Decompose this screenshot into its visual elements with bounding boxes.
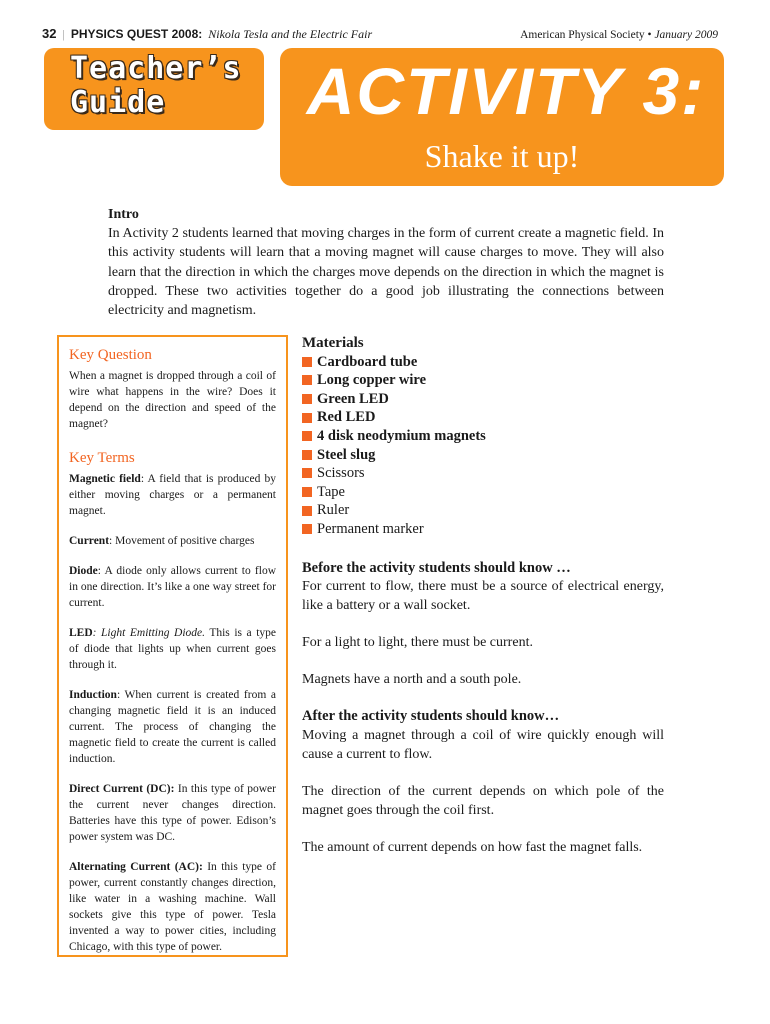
key-sidebar <box>57 335 288 957</box>
bullet-square-icon <box>302 450 312 460</box>
list-item <box>302 520 664 539</box>
list-item <box>302 390 664 409</box>
material-label: Long copper wire <box>317 372 427 389</box>
list-item <box>302 483 664 502</box>
series-title: PHYSICS QUEST 2008: <box>70 27 203 41</box>
series-subtitle: Nikola Tesla and the Electric Fair <box>208 27 373 41</box>
after-point: The direction of the current depends on which pole of the magnet goes through the coil first. <box>302 783 664 818</box>
list-item <box>302 427 664 446</box>
term-name: Induction <box>69 689 117 701</box>
bullet-square-icon <box>302 524 312 534</box>
publisher: American Physical Society <box>520 29 645 41</box>
term-definition: This is a type of diode that lights up when current goes through it. <box>69 627 276 671</box>
material-label: Red LED <box>317 409 376 426</box>
intro-text: In Activity 2 students learned that moving charges in the form of current create a magnetic field. In this activity students will learn that a moving magnet will cause charges to move. They will also learn that the direction in which the charges move depends on the direction in which the magnet is dropped. These two activities together do a good job illustrating the connections between electricity and magnetism. <box>108 226 664 319</box>
activity-title: ACTIVITY 3: <box>306 54 706 128</box>
bullet-square-icon <box>302 487 312 497</box>
bullet-square-icon <box>302 506 312 516</box>
key-question-heading: Key Question <box>69 347 152 363</box>
activity-subtitle: Shake it up! <box>424 138 580 174</box>
material-label: Permanent marker <box>317 520 424 537</box>
page-number: 32 <box>42 26 57 41</box>
term-alternating-current <box>69 859 276 955</box>
bullet-square-icon <box>302 394 312 404</box>
bullet-square-icon <box>302 357 312 367</box>
bullet-square-icon <box>302 413 312 423</box>
term-definition: : Movement of positive charges <box>109 535 255 547</box>
publisher-line <box>520 29 718 41</box>
page-header <box>42 26 718 44</box>
materials-list <box>302 353 664 539</box>
before-point: Magnets have a north and a south pole. <box>302 672 522 688</box>
key-question-text: When a magnet is dropped through a coil of wire what happens in the wire? Does it depend on the direction and speed of the magnet? <box>69 370 276 430</box>
list-item <box>302 353 664 372</box>
term-name: Alternating Current (AC): <box>69 861 203 873</box>
material-label: Green LED <box>317 390 389 407</box>
list-item <box>302 408 664 427</box>
teachers-guide-label <box>70 52 260 120</box>
bullet-square-icon <box>302 375 312 385</box>
bullet: • <box>647 29 652 41</box>
list-item <box>302 501 664 520</box>
term-definition: : A field that is produced by either moving charges or a permanent magnet. <box>69 473 277 517</box>
term-led <box>69 625 276 673</box>
after-point: Moving a magnet through a coil of wire quickly enough will cause a current to flow. <box>302 727 664 762</box>
after-point: The amount of current depends on how fast the magnet falls. <box>302 839 643 855</box>
material-label: Steel slug <box>317 446 376 463</box>
intro-heading: Intro <box>108 207 139 222</box>
term-name: Direct Current (DC): <box>69 783 175 795</box>
term-current <box>69 533 276 549</box>
intro-section <box>108 205 664 320</box>
term-definition: : A diode only allows current to flow in one direction. It’s like a one way street for current. <box>69 565 276 609</box>
main-column <box>302 334 664 857</box>
term-name: Magnetic field <box>69 473 141 485</box>
material-label: Scissors <box>317 465 365 482</box>
term-induction <box>69 687 276 767</box>
before-point: For current to flow, there must be a source of electrical energy, like a battery or a wall socket. <box>302 579 664 614</box>
after-heading: After the activity students should know… <box>302 708 560 725</box>
material-label: Tape <box>317 483 345 500</box>
list-item <box>302 464 664 483</box>
before-point: For a light to light, there must be current. <box>302 635 533 651</box>
bullet-square-icon <box>302 468 312 478</box>
list-item <box>302 371 664 390</box>
materials-heading: Materials <box>302 335 364 351</box>
material-label: Cardboard tube <box>317 353 418 370</box>
term-definition-italic: : Light Emitting Diode. <box>92 627 205 639</box>
term-definition: : When current is created from a changing magnetic field it is an induced current. The process of changing the magnetic field to create the current is called induction. <box>69 689 276 765</box>
material-label: 4 disk neodymium magnets <box>317 427 486 444</box>
term-definition: In this type of power the current never changes direction. Batteries have this type of power. Edison’s power system was DC. <box>69 783 276 843</box>
list-item <box>302 446 664 465</box>
header-divider: | <box>62 27 65 41</box>
term-name: Current <box>69 535 110 547</box>
key-terms-heading: Key Terms <box>69 450 135 466</box>
before-heading: Before the activity students should know … <box>302 559 571 576</box>
term-name: LED <box>69 627 93 639</box>
bullet-square-icon <box>302 431 312 441</box>
teachers-guide-line2: Guide <box>70 85 166 120</box>
issue-date: January 2009 <box>654 29 718 41</box>
material-label: Ruler <box>317 502 350 519</box>
term-diode <box>69 563 276 611</box>
term-magnetic-field <box>69 471 276 519</box>
term-direct-current <box>69 781 276 845</box>
teachers-guide-line1: Teacher’s <box>70 51 242 86</box>
term-definition: In this type of power, current constantly changes direction, like water in a washing machine. Wall sockets give this type of power. Tesla invented a way to power cities, including Chicago, with this type of power. <box>69 861 276 953</box>
term-name: Diode <box>69 565 98 577</box>
